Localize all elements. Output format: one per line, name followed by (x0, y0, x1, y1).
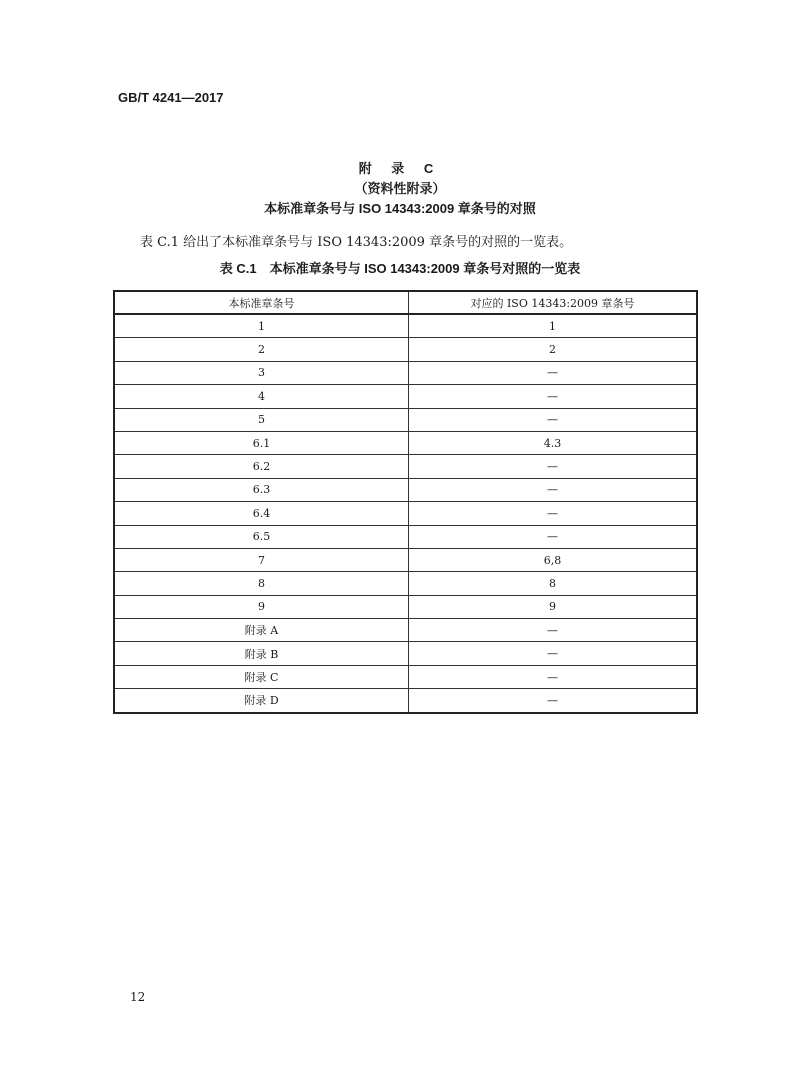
table-row (114, 314, 697, 338)
iso-clause-cell: — (409, 361, 698, 384)
table-header-row (114, 291, 697, 314)
standard-clause-cell: 6.2 (114, 455, 409, 478)
iso-clause-cell: 4.3 (409, 431, 698, 454)
table-row (114, 665, 697, 688)
table-row (114, 619, 697, 642)
iso-clause-cell: 6,8 (409, 548, 698, 571)
page-number: 12 (130, 990, 146, 1004)
standard-clause-cell: 2 (114, 338, 409, 361)
standard-clause-cell: 3 (114, 361, 409, 384)
appendix-nature: （资料性附录） (354, 181, 446, 196)
table-row (114, 572, 697, 595)
standard-clause-cell: 7 (114, 548, 409, 571)
iso-clause-cell: 1 (409, 314, 698, 338)
table-row (114, 455, 697, 478)
table-row (114, 478, 697, 501)
table-row (114, 408, 697, 431)
table-row (114, 689, 697, 713)
standard-clause-cell: 附录 D (114, 689, 409, 713)
iso-clause-cell: 8 (409, 572, 698, 595)
iso-clause-cell: — (409, 478, 698, 501)
appendix-heading: 本标准章条号与 ISO 14343:2009 章条号的对照 (264, 201, 536, 216)
iso-clause-cell: 9 (409, 595, 698, 618)
column-header: 对应的 ISO 14343:2009 章条号 (409, 291, 698, 314)
standard-clause-cell: 附录 A (114, 619, 409, 642)
iso-clause-cell: — (409, 665, 698, 688)
iso-clause-cell: 2 (409, 338, 698, 361)
iso-clause-cell: — (409, 525, 698, 548)
table-row (114, 361, 697, 384)
iso-clause-cell: — (409, 408, 698, 431)
table-row (114, 385, 697, 408)
column-header: 本标准章条号 (114, 291, 409, 314)
standard-clause-cell: 6.4 (114, 502, 409, 525)
table-row (114, 502, 697, 525)
appendix-title: 附 录 C (358, 161, 442, 176)
standard-number: GB/T 4241—2017 (118, 90, 224, 105)
standard-clause-cell: 附录 B (114, 642, 409, 665)
table-row (114, 431, 697, 454)
table-caption: 表 C.1 本标准章条号与 ISO 14343:2009 章条号对照的一览表 (219, 261, 581, 276)
iso-clause-cell: — (409, 502, 698, 525)
table-row (114, 525, 697, 548)
table-row (114, 338, 697, 361)
standard-clause-cell: 4 (114, 385, 409, 408)
standard-clause-cell: 6.3 (114, 478, 409, 501)
iso-clause-cell: — (409, 385, 698, 408)
iso-clause-cell: — (409, 455, 698, 478)
standard-clause-cell: 6.5 (114, 525, 409, 548)
intro-paragraph: 表 C.1 给出了本标准章条号与 ISO 14343:2009 章条号的对照的一览表。 (140, 235, 573, 250)
iso-clause-cell: — (409, 642, 698, 665)
standard-clause-cell: 9 (114, 595, 409, 618)
table-row (114, 595, 697, 618)
table-row (114, 642, 697, 665)
standard-clause-cell: 8 (114, 572, 409, 595)
table-row (114, 548, 697, 571)
iso-clause-cell: — (409, 689, 698, 713)
standard-clause-cell: 1 (114, 314, 409, 338)
iso-clause-cell: — (409, 619, 698, 642)
standard-clause-cell: 附录 C (114, 665, 409, 688)
standard-clause-cell: 6.1 (114, 431, 409, 454)
standard-clause-cell: 5 (114, 408, 409, 431)
comparison-table (113, 290, 698, 714)
